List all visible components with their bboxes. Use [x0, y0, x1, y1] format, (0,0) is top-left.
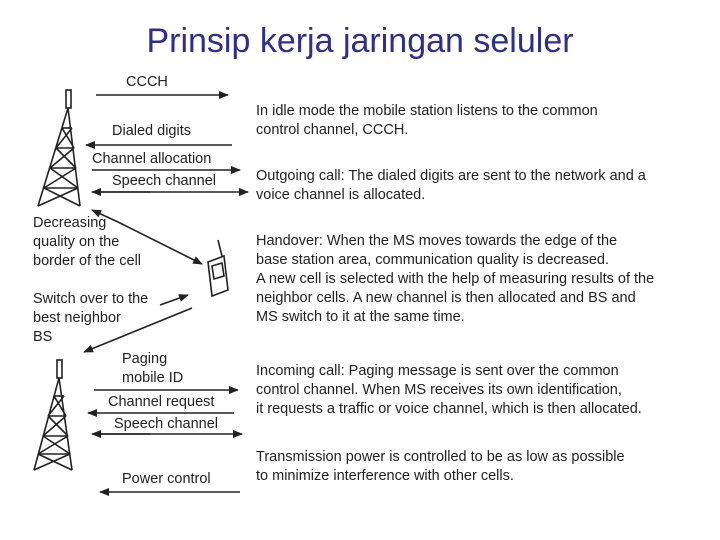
desc-incoming-1: Incoming call: Paging message is sent over the common — [256, 363, 619, 379]
paging-label-1: Paging — [122, 351, 168, 367]
speech-channel-top-label: Speech channel — [112, 173, 216, 189]
desc-handover-1: Handover: When the MS moves towards the edge of the — [256, 233, 618, 249]
tower-bottom-icon — [34, 360, 72, 470]
desc-idle-2: control channel, CCCH. — [256, 122, 409, 138]
ccch-label: CCCH — [126, 74, 168, 90]
mobile-phone-icon — [208, 240, 228, 296]
desc-outgoing-2: voice channel is allocated. — [256, 187, 426, 203]
dialed-digits-label: Dialed digits — [112, 123, 191, 139]
power-control-label: Power control — [122, 471, 211, 487]
speech-channel-bottom-label: Speech channel — [114, 416, 218, 432]
desc-handover-2: base station area, communication quality is decreased. — [256, 252, 610, 268]
desc-incoming-2: control channel. When MS receives its own identification, — [256, 382, 622, 398]
paging-label-2: mobile ID — [122, 370, 184, 386]
desc-power-1: Transmission power is controlled to be as low as possible — [256, 449, 625, 465]
switch-over-label-1: Switch over to the — [33, 291, 149, 307]
desc-handover-3: A new cell is selected with the help of measuring results of the — [256, 271, 655, 287]
decreasing-quality-label-1: Decreasing — [33, 215, 107, 231]
decreasing-quality-label-3: border of the cell — [33, 253, 142, 269]
switch-over-arrow-top — [160, 295, 188, 305]
desc-outgoing-1: Outgoing call: The dialed digits are sent to the network and a — [256, 168, 646, 184]
tower-top-icon — [38, 90, 80, 206]
decreasing-quality-label-2: quality on the — [33, 234, 120, 250]
desc-handover-5: MS switch to it at the same time. — [256, 309, 465, 325]
channel-request-label: Channel request — [108, 394, 215, 410]
desc-incoming-3: it requests a traffic or voice channel, which is then allocated. — [256, 401, 642, 417]
page-title: Prinsip kerja jaringan seluler — [146, 22, 574, 60]
desc-power-2: to minimize interference with other cells. — [256, 468, 514, 484]
desc-handover-4: neighbor cells. A new channel is then allocated and BS and — [256, 290, 636, 306]
switch-over-label-2: best neighbor — [33, 310, 121, 326]
switch-over-label-3: BS — [33, 329, 53, 345]
channel-allocation-label: Channel allocation — [92, 151, 212, 167]
desc-idle-1: In idle mode the mobile station listens to the common — [256, 103, 598, 119]
